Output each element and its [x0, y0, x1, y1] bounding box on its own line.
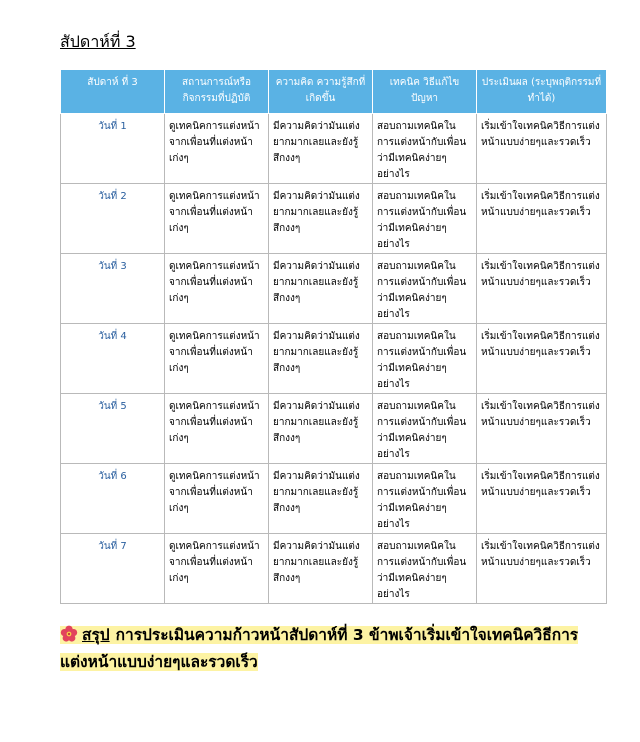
- table-row: [61, 254, 607, 324]
- evaluation-cell: เริ่มเข้าใจเทคนิควิธีการแต่งหน้าแบบง่ายๆและรวดเร็ว: [477, 254, 607, 324]
- situation-cell: ดูเทคนิคการแต่งหน้าจากเพื่อนที่แต่งหน้าเก่งๆ: [165, 254, 269, 324]
- hibiscus-flower-icon: [60, 625, 78, 650]
- table-row: [61, 394, 607, 464]
- day-cell: วันที่ 3: [61, 254, 165, 324]
- evaluation-cell: เริ่มเข้าใจเทคนิควิธีการแต่งหน้าแบบง่ายๆและรวดเร็ว: [477, 324, 607, 394]
- page-title: สัปดาห์ที่ 3: [60, 32, 136, 51]
- evaluation-cell: เริ่มเข้าใจเทคนิควิธีการแต่งหน้าแบบง่ายๆและรวดเร็ว: [477, 114, 607, 184]
- evaluation-cell: เริ่มเข้าใจเทคนิควิธีการแต่งหน้าแบบง่ายๆและรวดเร็ว: [477, 184, 607, 254]
- header-evaluation: ประเมินผล (ระบุพฤติกรรมที่ ทำได้): [477, 70, 607, 114]
- situation-cell: ดูเทคนิคการแต่งหน้าจากเพื่อนที่แต่งหน้าเก่งๆ: [165, 534, 269, 604]
- table-row: [61, 464, 607, 534]
- day-cell: วันที่ 5: [61, 394, 165, 464]
- evaluation-cell: เริ่มเข้าใจเทคนิควิธีการแต่งหน้าแบบง่ายๆและรวดเร็ว: [477, 534, 607, 604]
- feeling-cell: มีความคิดว่ามันแต่งยากมากเลยและยังรู้สึกงงๆ: [269, 184, 373, 254]
- evaluation-cell: เริ่มเข้าใจเทคนิควิธีการแต่งหน้าแบบง่ายๆและรวดเร็ว: [477, 464, 607, 534]
- table-header-row: [61, 70, 607, 114]
- situation-cell: ดูเทคนิคการแต่งหน้าจากเพื่อนที่แต่งหน้าเก่งๆ: [165, 324, 269, 394]
- evaluation-cell: เริ่มเข้าใจเทคนิควิธีการแต่งหน้าแบบง่ายๆและรวดเร็ว: [477, 394, 607, 464]
- header-feeling: ความคิด ความรู้สึกที่ เกิดขึ้น: [269, 70, 373, 114]
- summary-label: สรุป: [82, 626, 110, 644]
- feeling-cell: มีความคิดว่ามันแต่งยากมากเลยและยังรู้สึกงงๆ: [269, 464, 373, 534]
- technique-cell: สอบถามเทคนิคในการแต่งหน้ากับเพื่อนว่ามีเทคนิคง่ายๆอย่างไร: [373, 464, 477, 534]
- header-week: สัปดาห์ ที่ 3: [61, 70, 165, 114]
- table-row: [61, 324, 607, 394]
- summary-text: การประเมินความก้าวหน้าสัปดาห์ที่ 3 ข้าพเจ้าเริ่มเข้าใจเทคนิควิธีการแต่งหน้าแบบง่ายๆและรวดเร็ว: [60, 626, 579, 671]
- feeling-cell: มีความคิดว่ามันแต่งยากมากเลยและยังรู้สึกงงๆ: [269, 114, 373, 184]
- summary-paragraph: [60, 623, 590, 674]
- table-row: [61, 184, 607, 254]
- situation-cell: ดูเทคนิคการแต่งหน้าจากเพื่อนที่แต่งหน้าเก่งๆ: [165, 184, 269, 254]
- feeling-cell: มีความคิดว่ามันแต่งยากมากเลยและยังรู้สึกงงๆ: [269, 324, 373, 394]
- technique-cell: สอบถามเทคนิคในการแต่งหน้ากับเพื่อนว่ามีเทคนิคง่ายๆอย่างไร: [373, 394, 477, 464]
- day-cell: วันที่ 7: [61, 534, 165, 604]
- technique-cell: สอบถามเทคนิคในการแต่งหน้ากับเพื่อนว่ามีเทคนิคง่ายๆอย่างไร: [373, 114, 477, 184]
- table-row: [61, 114, 607, 184]
- feeling-cell: มีความคิดว่ามันแต่งยากมากเลยและยังรู้สึกงงๆ: [269, 394, 373, 464]
- day-cell: วันที่ 4: [61, 324, 165, 394]
- technique-cell: สอบถามเทคนิคในการแต่งหน้ากับเพื่อนว่ามีเทคนิคง่ายๆอย่างไร: [373, 184, 477, 254]
- summary-highlight: [60, 626, 578, 671]
- technique-cell: สอบถามเทคนิคในการแต่งหน้ากับเพื่อนว่ามีเทคนิคง่ายๆอย่างไร: [373, 254, 477, 324]
- table-row: [61, 534, 607, 604]
- weekly-log-table: [60, 69, 607, 604]
- situation-cell: ดูเทคนิคการแต่งหน้าจากเพื่อนที่แต่งหน้าเก่งๆ: [165, 114, 269, 184]
- day-cell: วันที่ 1: [61, 114, 165, 184]
- header-situation: สถานการณ์หรือ กิจกรรมที่ปฏิบัติ: [165, 70, 269, 114]
- day-cell: วันที่ 6: [61, 464, 165, 534]
- header-technique: เทคนิค วิธีแก้ไข ปัญหา: [373, 70, 477, 114]
- situation-cell: ดูเทคนิคการแต่งหน้าจากเพื่อนที่แต่งหน้าเก่งๆ: [165, 394, 269, 464]
- day-cell: วันที่ 2: [61, 184, 165, 254]
- feeling-cell: มีความคิดว่ามันแต่งยากมากเลยและยังรู้สึกงงๆ: [269, 534, 373, 604]
- technique-cell: สอบถามเทคนิคในการแต่งหน้ากับเพื่อนว่ามีเทคนิคง่ายๆอย่างไร: [373, 534, 477, 604]
- technique-cell: สอบถามเทคนิคในการแต่งหน้ากับเพื่อนว่ามีเทคนิคง่ายๆอย่างไร: [373, 324, 477, 394]
- situation-cell: ดูเทคนิคการแต่งหน้าจากเพื่อนที่แต่งหน้าเก่งๆ: [165, 464, 269, 534]
- feeling-cell: มีความคิดว่ามันแต่งยากมากเลยและยังรู้สึกงงๆ: [269, 254, 373, 324]
